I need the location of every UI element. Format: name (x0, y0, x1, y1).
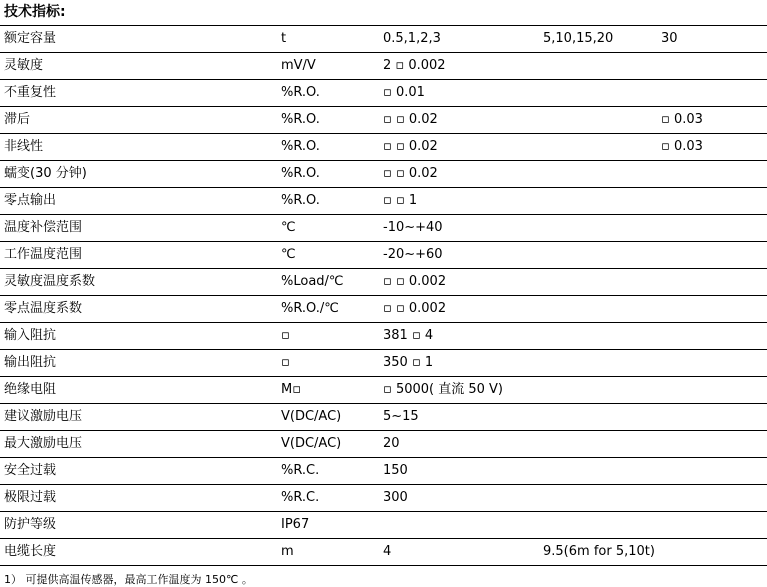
row-unit: %Load/℃ (277, 269, 379, 296)
row-value-1: ▫ ▫ 0.02 (379, 107, 539, 134)
row-value-3 (657, 161, 767, 188)
row-unit: %R.O. (277, 134, 379, 161)
row-parameter: 不重复性 (0, 80, 277, 107)
row-parameter: 输出阻抗 (0, 350, 277, 377)
row-unit: %R.C. (277, 458, 379, 485)
row-unit: IP67 (277, 512, 379, 539)
row-value-3 (657, 80, 767, 107)
table-row (0, 53, 767, 80)
row-value-1: 350 ▫ 1 (379, 350, 539, 377)
row-parameter: 蠕变(30 分钟) (0, 161, 277, 188)
row-value-1: 5~15 (379, 404, 539, 431)
row-unit: %R.C. (277, 485, 379, 512)
row-value-3 (657, 215, 767, 242)
row-value-1: ▫ ▫ 0.02 (379, 161, 539, 188)
row-value-2 (539, 296, 657, 323)
row-value-3 (657, 323, 767, 350)
row-value-2 (539, 512, 657, 539)
row-unit: M▫ (277, 377, 379, 404)
row-value-1: 150 (379, 458, 539, 485)
row-value-3 (657, 539, 767, 566)
row-value-1: ▫ ▫ 0.02 (379, 134, 539, 161)
row-parameter: 绝缘电阻 (0, 377, 277, 404)
row-value-3: ▫ 0.03 (657, 107, 767, 134)
table-row (0, 161, 767, 188)
row-value-3: ▫ 0.03 (657, 134, 767, 161)
row-unit: ▫ (277, 350, 379, 377)
row-parameter: 额定容量 (0, 26, 277, 53)
row-unit: %R.O. (277, 80, 379, 107)
table-row (0, 539, 767, 566)
table-row (0, 431, 767, 458)
row-value-1: ▫ 0.01 (379, 80, 539, 107)
row-unit: m (277, 539, 379, 566)
row-unit: ▫ (277, 323, 379, 350)
row-value-1: 0.5,1,2,3 (379, 26, 539, 53)
row-value-1: ▫ 5000( 直流 50 V) (379, 377, 539, 404)
row-unit: V(DC/AC) (277, 404, 379, 431)
row-unit: %R.O./℃ (277, 296, 379, 323)
row-value-1: 20 (379, 431, 539, 458)
row-value-2 (539, 323, 657, 350)
footnote: 1） 可提供高温传感器，最高工作温度为 150℃ 。 (4, 573, 253, 586)
table-row (0, 269, 767, 296)
row-parameter: 工作温度范围 (0, 242, 277, 269)
row-unit: %R.O. (277, 161, 379, 188)
table-row (0, 188, 767, 215)
table-row (0, 458, 767, 485)
row-parameter: 最大激励电压 (0, 431, 277, 458)
row-value-2 (539, 242, 657, 269)
table-row (0, 107, 767, 134)
row-value-3 (657, 377, 767, 404)
row-parameter: 电缆长度 (0, 539, 277, 566)
row-value-3 (657, 485, 767, 512)
table-row (0, 485, 767, 512)
row-value-3 (657, 269, 767, 296)
row-parameter: 极限过载 (0, 485, 277, 512)
row-value-2 (539, 485, 657, 512)
row-parameter: 建议激励电压 (0, 404, 277, 431)
table-row (0, 323, 767, 350)
row-value-2 (539, 350, 657, 377)
row-parameter: 防护等级 (0, 512, 277, 539)
row-value-1: 381 ▫ 4 (379, 323, 539, 350)
row-value-1: 2 ▫ 0.002 (379, 53, 539, 80)
row-parameter: 非线性 (0, 134, 277, 161)
row-value-1 (379, 512, 539, 539)
row-value-3 (657, 296, 767, 323)
row-value-3: 30 (657, 26, 767, 53)
row-value-2 (539, 134, 657, 161)
row-value-2 (539, 215, 657, 242)
row-value-3 (657, 431, 767, 458)
row-parameter: 安全过载 (0, 458, 277, 485)
table-row (0, 242, 767, 269)
row-value-2 (539, 431, 657, 458)
row-value-2 (539, 188, 657, 215)
row-value-2 (539, 53, 657, 80)
specification-table-body (0, 26, 767, 566)
table-row (0, 350, 767, 377)
row-value-3 (657, 242, 767, 269)
table-row (0, 215, 767, 242)
row-value-3 (657, 458, 767, 485)
row-unit: %R.O. (277, 107, 379, 134)
table-row (0, 134, 767, 161)
row-value-1: 300 (379, 485, 539, 512)
row-value-2 (539, 458, 657, 485)
row-value-3 (657, 53, 767, 80)
page-title: 技术指标: (4, 4, 66, 20)
row-value-1: -10~+40 (379, 215, 539, 242)
row-value-2: 5,10,15,20 (539, 26, 657, 53)
row-value-3 (657, 404, 767, 431)
row-value-2 (539, 269, 657, 296)
row-value-1: ▫ ▫ 0.002 (379, 296, 539, 323)
row-unit: mV/V (277, 53, 379, 80)
row-parameter: 零点输出 (0, 188, 277, 215)
table-row (0, 296, 767, 323)
row-unit: %R.O. (277, 188, 379, 215)
row-value-1: ▫ ▫ 0.002 (379, 269, 539, 296)
row-value-2 (539, 377, 657, 404)
row-value-2 (539, 404, 657, 431)
row-parameter: 灵敏度温度系数 (0, 269, 277, 296)
row-value-2 (539, 107, 657, 134)
row-parameter: 灵敏度 (0, 53, 277, 80)
specification-table (0, 25, 767, 566)
row-unit: t (277, 26, 379, 53)
row-parameter: 温度补偿范围 (0, 215, 277, 242)
row-unit: V(DC/AC) (277, 431, 379, 458)
row-value-1: ▫ ▫ 1 (379, 188, 539, 215)
row-unit: ℃ (277, 215, 379, 242)
row-value-2 (539, 80, 657, 107)
row-value-3 (657, 512, 767, 539)
table-row (0, 404, 767, 431)
row-value-3 (657, 188, 767, 215)
row-value-1: 4 (379, 539, 539, 566)
row-parameter: 零点温度系数 (0, 296, 277, 323)
row-unit: ℃ (277, 242, 379, 269)
row-value-1: -20~+60 (379, 242, 539, 269)
row-value-3 (657, 350, 767, 377)
table-row (0, 377, 767, 404)
row-parameter: 输入阻抗 (0, 323, 277, 350)
table-row (0, 80, 767, 107)
row-value-2: 9.5(6m for 5,10t) (539, 539, 657, 566)
row-value-2 (539, 161, 657, 188)
table-row (0, 26, 767, 53)
row-parameter: 滞后 (0, 107, 277, 134)
table-row (0, 512, 767, 539)
